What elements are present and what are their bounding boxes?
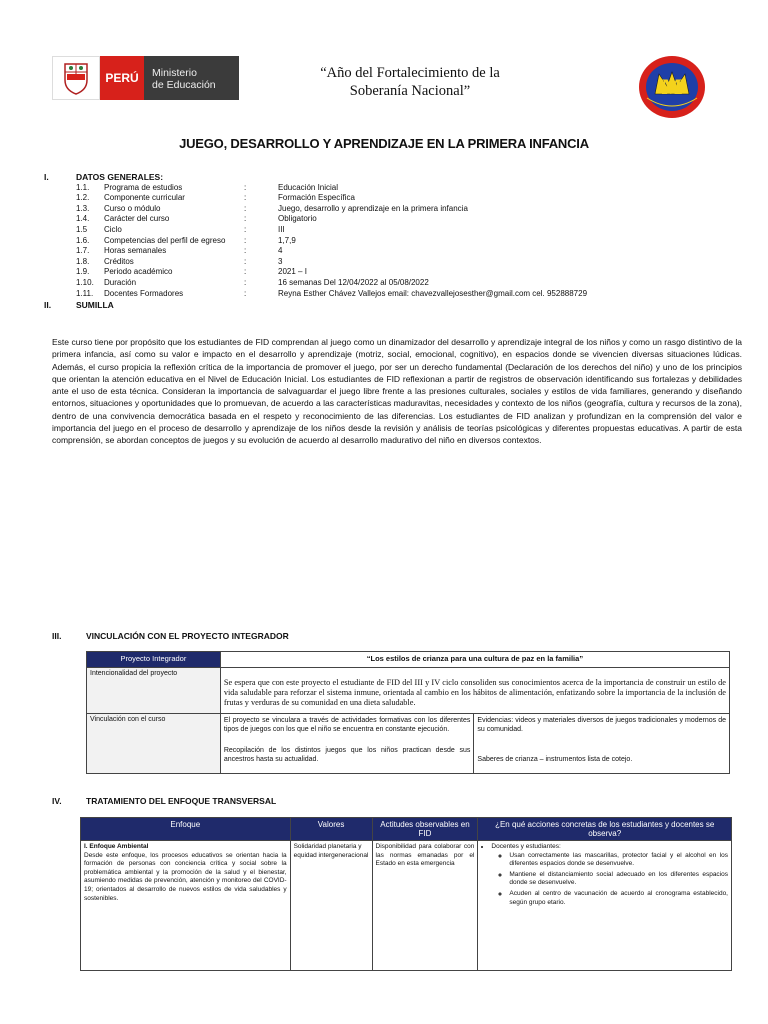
row-number: 1.5 [76, 224, 88, 234]
section-1-heading: DATOS GENERALES: [76, 172, 164, 182]
action-item: ◦ Mantiene el distanciamiento social adecuado en los diferentes espacios donde se desenvuelve. [509, 871, 728, 888]
motto-line-1: “Año del Fortalecimiento de la [320, 65, 500, 81]
evidence-text-1: Evidencias: videos y materiales diversos de juegos tradicionales y modernos de su comunidad. [477, 717, 726, 733]
project-name: “Los estilos de crianza para una cultura de paz en la familia” [220, 652, 729, 668]
row-value: Formación Específica [278, 193, 355, 203]
row-colon: : [244, 246, 247, 256]
row-value: III [278, 224, 285, 234]
peru-label: PERÚ [100, 56, 144, 100]
section-4-number: IV. [52, 796, 62, 806]
row-label: Curso o módulo [104, 203, 161, 213]
transversal-table [80, 817, 732, 971]
section-4-heading: TRATAMIENTO DEL ENFOQUE TRANSVERSAL [86, 796, 277, 806]
row-number: 1.6. [76, 235, 90, 245]
enfoque-cell [81, 841, 291, 971]
section-3-heading: VINCULACIÓN CON EL PROYECTO INTEGRADOR [86, 631, 289, 641]
row-colon: : [244, 214, 247, 224]
row-number: 1.8. [76, 256, 90, 266]
section-2-heading: SUMILLA [76, 300, 114, 311]
row-value: 2021 – I [278, 267, 307, 277]
row-value: 4 [278, 246, 283, 256]
row-colon: : [244, 182, 247, 192]
ministry-line-1: Ministerio [152, 67, 197, 79]
row-value: 1,7,9 [278, 235, 296, 245]
row-value: Reyna Esther Chávez Vallejos email: chavezvallejosesther@gmail.com cel. 952888729 [278, 288, 588, 298]
action-item: ◦ Usan correctamente las mascarillas, protector facial y el alcohol en los diferentes espacios donde se desenvuelve. [509, 852, 728, 869]
link-text-2: Recopilación de los distintos juegos que los niños practican desde sus ancestros hasta su actualidad. [223, 747, 471, 763]
section-3-number: III. [52, 631, 62, 641]
coat-of-arms-icon [52, 56, 100, 100]
header-acciones: ¿En qué acciones concretas de los estudiantes y docentes se observa? [478, 818, 732, 841]
row-label: Periodo académico [104, 267, 173, 277]
header-actitudes: Actitudes observables en FID [372, 818, 478, 841]
row-colon: : [244, 267, 247, 277]
evidence-cell [474, 714, 730, 774]
row-label: Duración [104, 277, 137, 287]
institution-seal-icon [637, 54, 707, 120]
row-label: Componente curricular [104, 193, 185, 203]
row-number: 1.10. [76, 277, 94, 287]
intent-label: Intencionalidad del proyecto [87, 668, 221, 714]
row-number: 1.2. [76, 193, 90, 203]
row-colon: : [244, 203, 247, 213]
row-value: 16 semanas Del 12/04/2022 al 05/08/2022 [278, 277, 429, 287]
row-number: 1.3. [76, 203, 90, 213]
header-enfoque: Enfoque [81, 818, 291, 841]
enfoque-text: Desde este enfoque, los procesos educativos se orientan hacia la formación de personas con conciencia crítica y social sobre la problemática ambiental y la promoción de la salud y el bienestar, asumiendo medidas de prevención, atención y monitoreo del COVID-19; orientados al desarrollo de nuevos estilos de vida saludables y sostenibles. [84, 851, 287, 902]
year-motto [290, 64, 530, 100]
row-colon: : [244, 256, 247, 266]
sumilla-text: Este curso tiene por propósito que los estudiantes de FID comprendan al juego como un dinamizador del desarrollo y aprendizaje integral de los niños y como un rasgo distintivo de la primera infancia, así como su valor e impacto en el desarrollo y aprendizaje (motriz, social, emocional, cognitivo), en espacios donde se vivencien diversas situaciones lúdicas. Además, el curso propicia la reflexión crítica de la importancia de promover el juego, por ser un derecho fundamental (Declaración de los derechos del niño) y uno de los principios que orientan la atención educativa en el Nivel de Educación Inicial. Los estudiantes de FID reflexionan a partir de registros de observación identificando sus fortalezas y debilidades ante el uso de esta técnica. Consideran la importancia de salvaguardar el juego libre frente a las presiones culturales, sociales y estilos de vida familiares, generando y diseñando entornos, situaciones y oportunidades que lo promuevan, de acuerdo a las características maduravitas, necesidades y contexto de los niños (geografía, cultura y recursos de la zona), dentro de una convivencia democrática basada en el respeto y reconocimiento de las diferencias. Los estudiantes de FID analizan y profundizan en la comprensión del valor e importancia del juego en el proceso de desarrollo y aprendizaje de los niños desde la revisión y análisis de teorías psicológicas y diferentes propuestas educativas. A partir de esta comprensión, se abordan conceptos de juegos y su evolución de acuerdo al desarrollo madurativo del niño en diversos contextos. [52, 337, 742, 446]
row-value: 3 [278, 256, 283, 266]
intent-text: Se espera que con este proyecto el estudiante de FID del III y IV ciclo consoliden sus conocimientos acerca de la importancia de construir un estilo de vida saludable para reforzar el sistema inmune, orientada al cambio en los hábitos de alimentación, enfatizando sobre la importancia de la inclusión de frutas y verduras de su comunidad en una dieta saludable. [220, 668, 729, 714]
page-title: JUEGO, DESARROLLO Y APRENDIZAJE EN LA PRIMERA INFANCIA [179, 136, 589, 151]
acciones-cell [478, 841, 732, 971]
ministry-line-2: de Educación [152, 79, 216, 91]
row-label: Créditos [104, 256, 134, 266]
row-number: 1.7. [76, 246, 90, 256]
row-label: Horas semanales [104, 246, 167, 256]
row-label: Programa de estudios [104, 182, 183, 192]
row-value: Juego, desarrollo y aprendizaje en la primera infancia [278, 203, 468, 213]
row-label: Docentes Formadores [104, 288, 184, 298]
acciones-lead: • Docentes y estudiantes: ◦ Usan correctamente las mascarillas, protector facial y el alcohol en los diferentes espacios donde se desenvuelve. ◦ Mantiene el distanciamiento social adecuado en los diferentes espacios donde se desenvuelve. ◦ Acuden al centro de vacunación de acuerdo al cronograma establecido, según grupo etario. [491, 843, 728, 907]
section-2-number: II. [44, 300, 52, 311]
row-number: 1.4. [76, 214, 90, 224]
row-label: Ciclo [104, 224, 122, 234]
section-1-number: I. [44, 172, 49, 182]
link-cell [220, 714, 474, 774]
link-text-1: El proyecto se vinculara a través de actividades formativas con los diferentes tipos de juegos con los que el niño se encuentra en constante ejecución. [223, 717, 471, 733]
row-number: 1.1. [76, 182, 90, 192]
evidence-text-2: Saberes de crianza – instrumentos lista de cotejo. [477, 756, 633, 763]
row-number: 1.9. [76, 267, 90, 277]
row-number: 1.11. [76, 288, 94, 298]
row-value: Obligatorio [278, 214, 317, 224]
actitudes-cell: Disponibilidad para colaborar con las normas emanadas por el Estado en esta emergencia [372, 841, 478, 971]
svg-text:M: M [661, 74, 683, 99]
row-colon: : [244, 235, 247, 245]
enfoque-title: I. Enfoque Ambiental [84, 843, 149, 850]
header-valores: Valores [290, 818, 372, 841]
row-label: Competencias del perfil de egreso [104, 235, 226, 245]
project-header: Proyecto Integrador [87, 652, 221, 668]
link-label: Vinculación con el curso [87, 714, 221, 774]
valores-cell: Solidaridad planetaria y equidad intergeneracional [290, 841, 372, 971]
motto-line-2: Soberanía Nacional” [349, 83, 471, 99]
row-colon: : [244, 193, 247, 203]
ministry-label [144, 56, 239, 100]
row-colon: : [244, 277, 247, 287]
action-item: ◦ Acuden al centro de vacunación de acuerdo al cronograma establecido, según grupo etario. [509, 890, 728, 907]
row-value: Educación Inicial [278, 182, 339, 192]
row-colon: : [244, 288, 247, 298]
project-table [86, 651, 730, 774]
minedu-logo [52, 56, 239, 100]
row-label: Carácter del curso [104, 214, 170, 224]
row-colon: : [244, 224, 247, 234]
